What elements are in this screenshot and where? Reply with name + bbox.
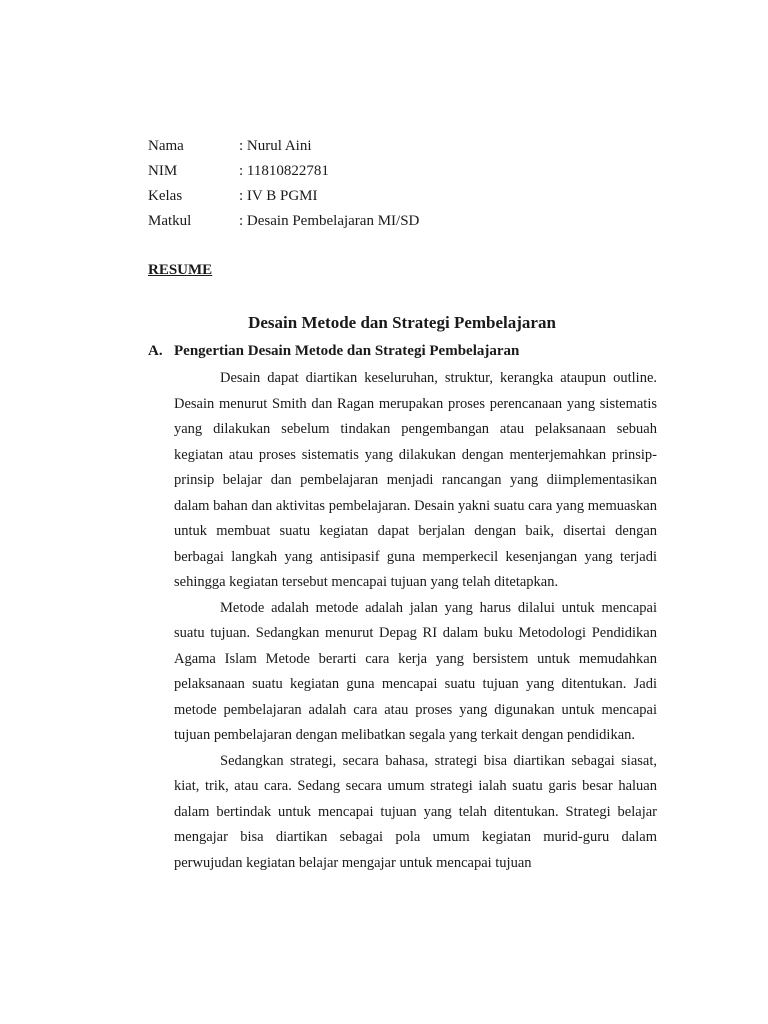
info-label: NIM bbox=[148, 163, 178, 179]
info-value: : IV B PGMI bbox=[239, 188, 318, 204]
section-heading-text: Pengertian Desain Metode dan Strategi Pembelajaran bbox=[174, 343, 520, 359]
paragraph-strategi: Sedangkan strategi, secara bahasa, strategi bisa diartikan sebagai siasat, kiat, trik, atau cara. Sedang secara umum strategi ialah suatu garis besar haluan dalam bertindak untuk mencapai tujuan yang telah ditentukan. Strategi belajar mengajar bisa diartikan sebagai pola umum kegiatan murid-guru dalam perwujudan kegiatan belajar mengajar untuk mencapai tujuan bbox=[174, 752, 657, 871]
info-value: : Nurul Aini bbox=[239, 138, 312, 154]
info-row-kelas bbox=[148, 186, 419, 211]
info-row-nim bbox=[148, 161, 419, 186]
paragraph-metode: Metode adalah metode adalah jalan yang harus dilalui untuk mencapai suatu tujuan. Sedangkan menurut Depag RI dalam buku Metodologi Pendidikan Agama Islam Metode berarti cara kerja yang bersistem untuk memudahkan pelaksanaan suatu kegiatan guna mencapai suatu tujuan yang ditentukan. Jadi metode pembelajaran adalah cara atau proses yang digunakan untuk mencapai tujuan pembelajaran dengan melibatkan segala yang terkait dengan pendidikan. bbox=[174, 599, 657, 743]
resume-heading: RESUME bbox=[148, 262, 213, 278]
info-value: : 11810822781 bbox=[239, 163, 329, 179]
section-a-heading bbox=[148, 343, 519, 360]
document-title: Desain Metode dan Strategi Pembelajaran bbox=[248, 313, 556, 332]
info-label: Kelas bbox=[148, 188, 183, 204]
student-info-table bbox=[148, 136, 419, 236]
info-label: Nama bbox=[148, 138, 184, 154]
section-a-body bbox=[174, 366, 657, 876]
info-row-nama bbox=[148, 136, 419, 161]
info-label: Matkul bbox=[148, 213, 192, 229]
info-value: : Desain Pembelajaran MI/SD bbox=[239, 213, 420, 229]
section-letter: A. bbox=[148, 343, 163, 359]
info-row-matkul bbox=[148, 211, 419, 236]
paragraph-desain: Desain dapat diartikan keseluruhan, struktur, kerangka ataupun outline. Desain menurut Smith dan Ragan merupakan proses perencanaan yang sistematis yang dilakukan sebelum tindakan pengembangan atau pelaksanaan sebuah kegiatan atau proses sistematis yang dilakukan dengan menterjemahkan prinsip-prinsip belajar dan pembelajaran menjadi rancangan yang diimplementasikan dalam bahan dan aktivitas pembelajaran. Desain yakni suatu cara yang memuaskan untuk membuat suatu kegiatan dapat berjalan dengan baik, disertai dengan berbagai langkah yang antisipasif guna memperkecil kesenjangan yang terjadi sehingga kegiatan tersebut mencapai tujuan yang telah ditetapkan. bbox=[174, 370, 657, 590]
